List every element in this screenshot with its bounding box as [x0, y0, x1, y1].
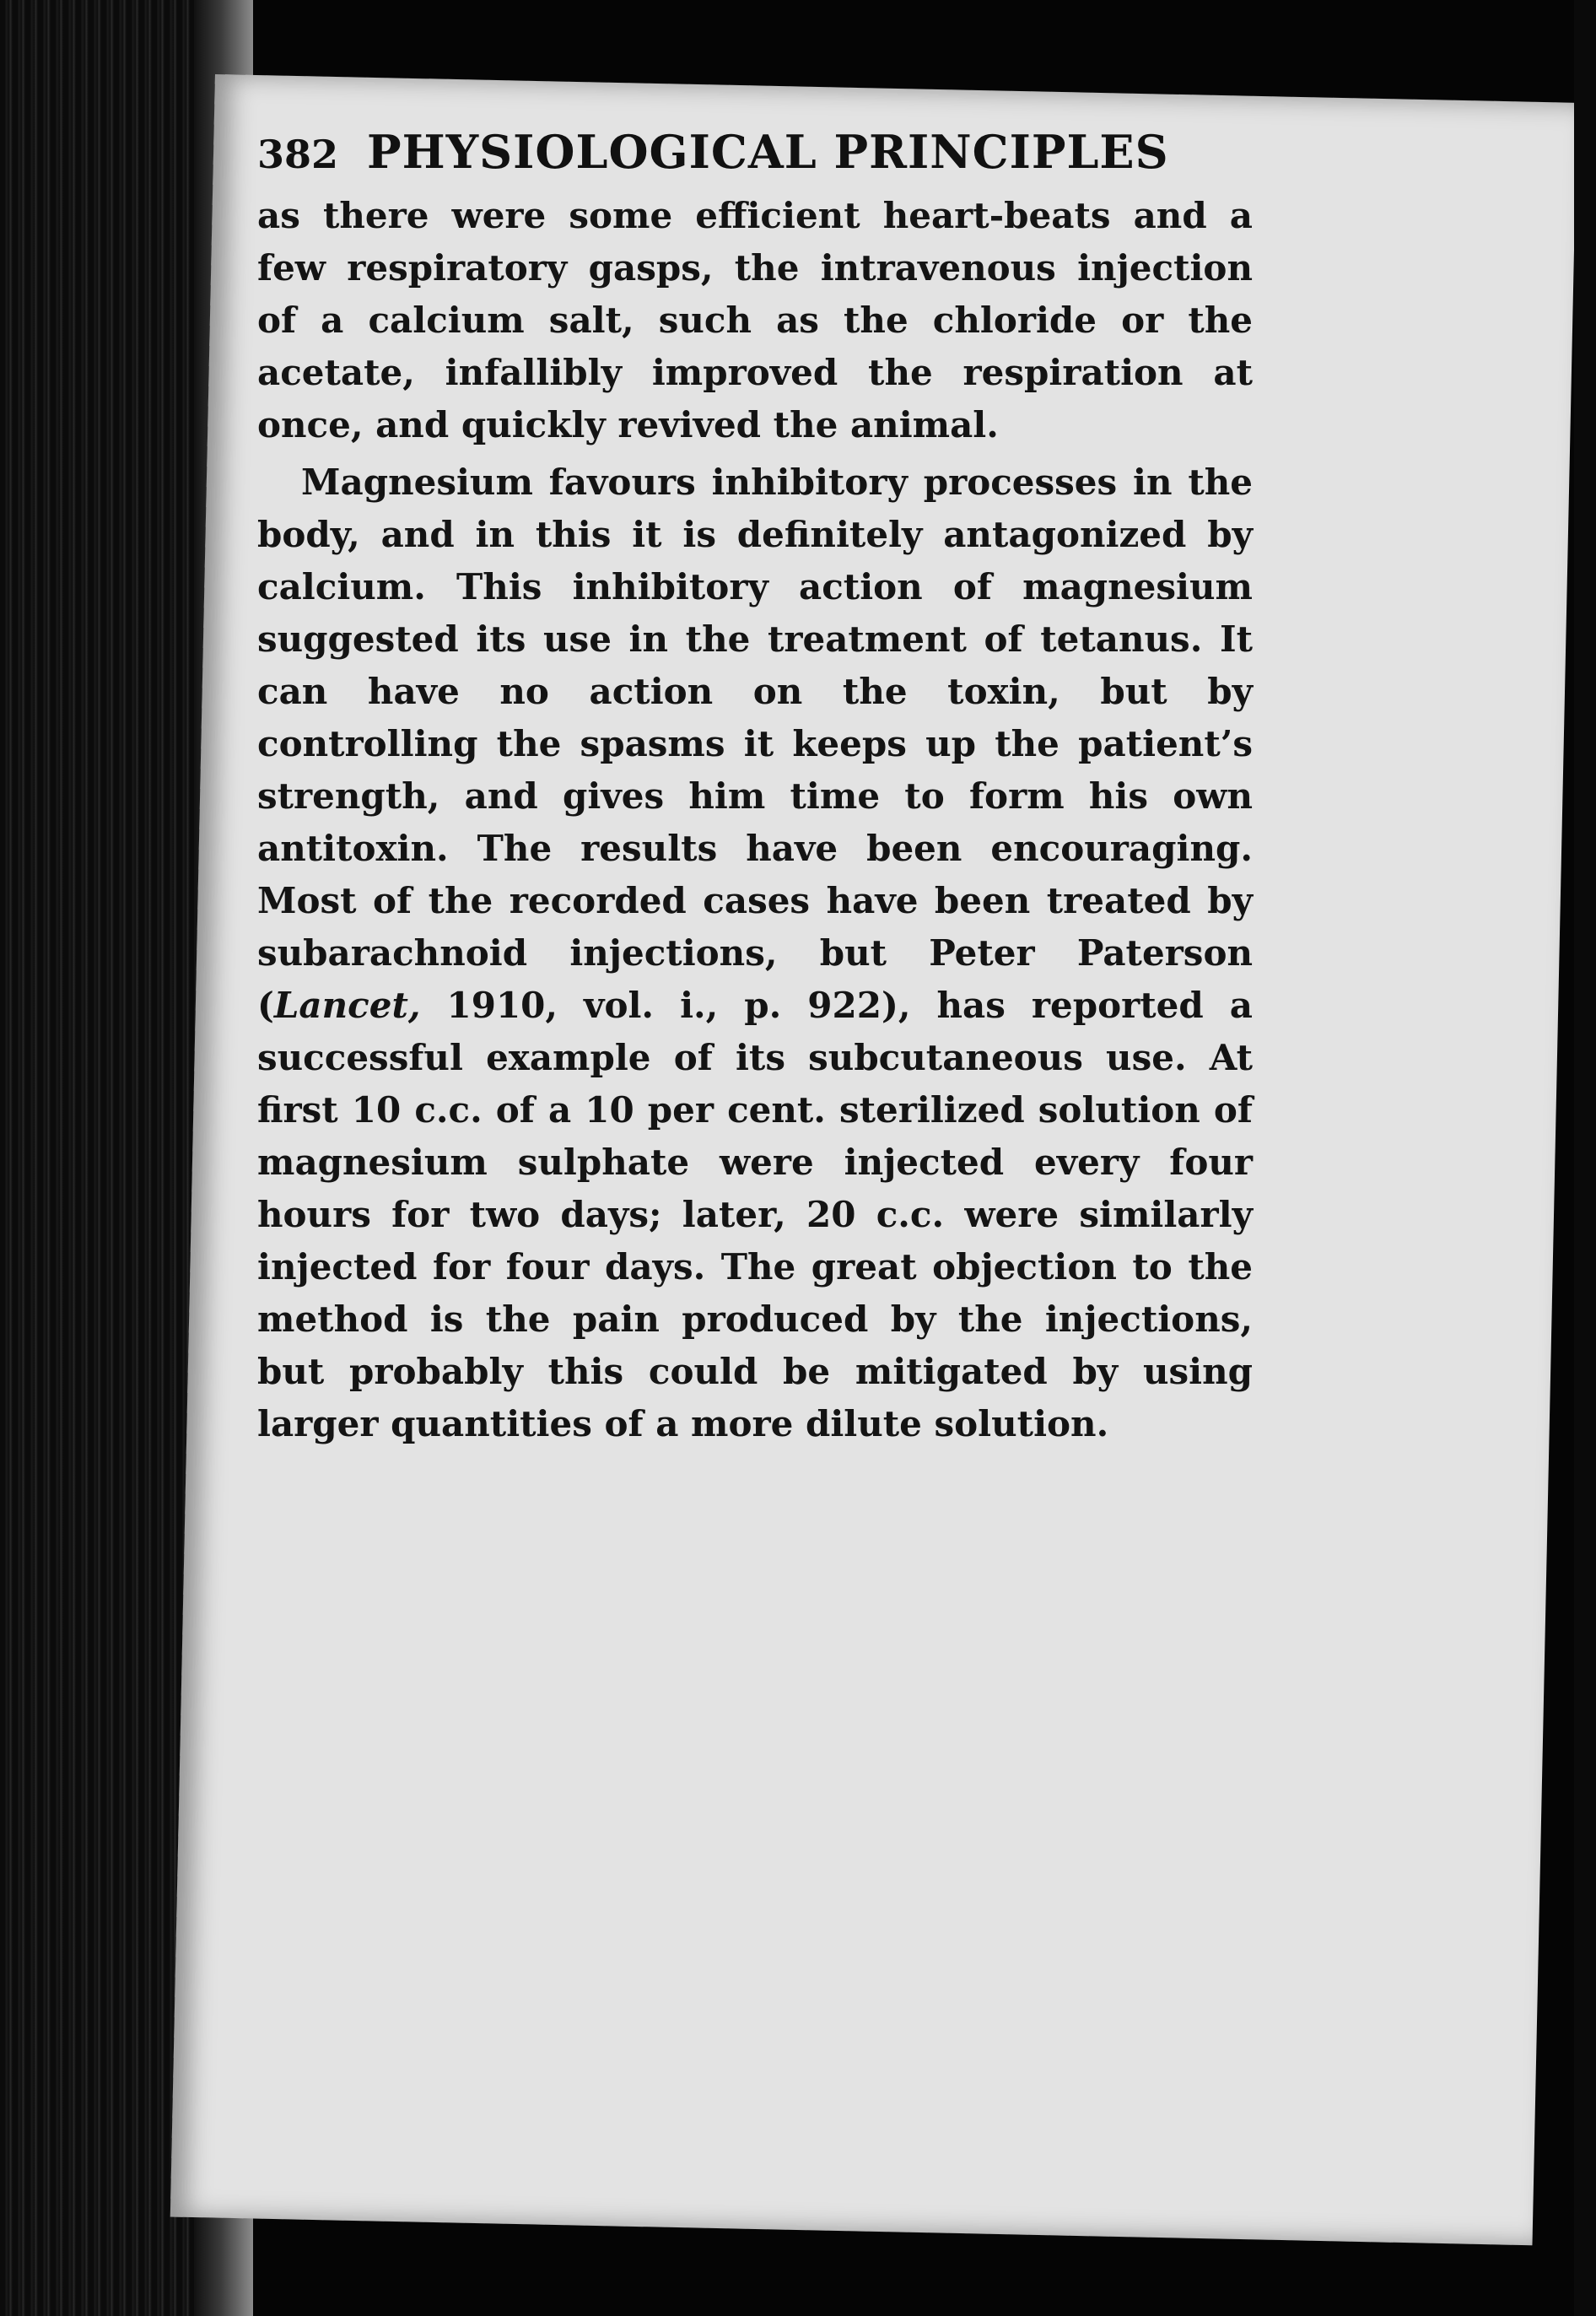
running-head: [257, 125, 1202, 179]
page-edge: [1574, 0, 1596, 2316]
page-number: 382: [257, 132, 339, 177]
journal-citation-italic: Lancet,: [273, 985, 421, 1026]
paragraph-text-after: 1910, vol. i., p. 922), has reported a successful example of its subcutaneous use. At first 10 c.c. of a 10 per cent. sterilized solution of magnesium sulphate were injected every four hours for two days; later, 20 c.c. were similarly injected for four days. The great objection to the method is the pain produced by the injections, but probably this could be mitigated by using larger quantities of a more dilute solution.: [257, 985, 1253, 1444]
paragraph-continued: as there were some efficient heart-beats and a few respiratory gasps, the intravenous injection of a calcium salt, such as the chloride or the acetate, infallibly improved the respiration at once, and quickly revived the animal.: [257, 195, 1253, 445]
paragraph-text-before: Magnesium favours inhibitory processes in the body, and in this it is definitely antagonized by calcium. This inhibitory action of magnesium suggested its use in the treatment of tetanus. It can have no action on the toxin, but by controlling the spasms it keeps up the patient’s strength, and gives him time to form his own antitoxin. The results have been encouraging. Most of the recorded cases have been treated by subarachnoid injections, but Peter Paterson (: [257, 462, 1253, 1026]
body-text: [257, 190, 1253, 1450]
paragraph-magnesium: [257, 456, 1253, 1450]
running-head-title: PHYSIOLOGICAL PRINCIPLES: [367, 125, 1169, 179]
